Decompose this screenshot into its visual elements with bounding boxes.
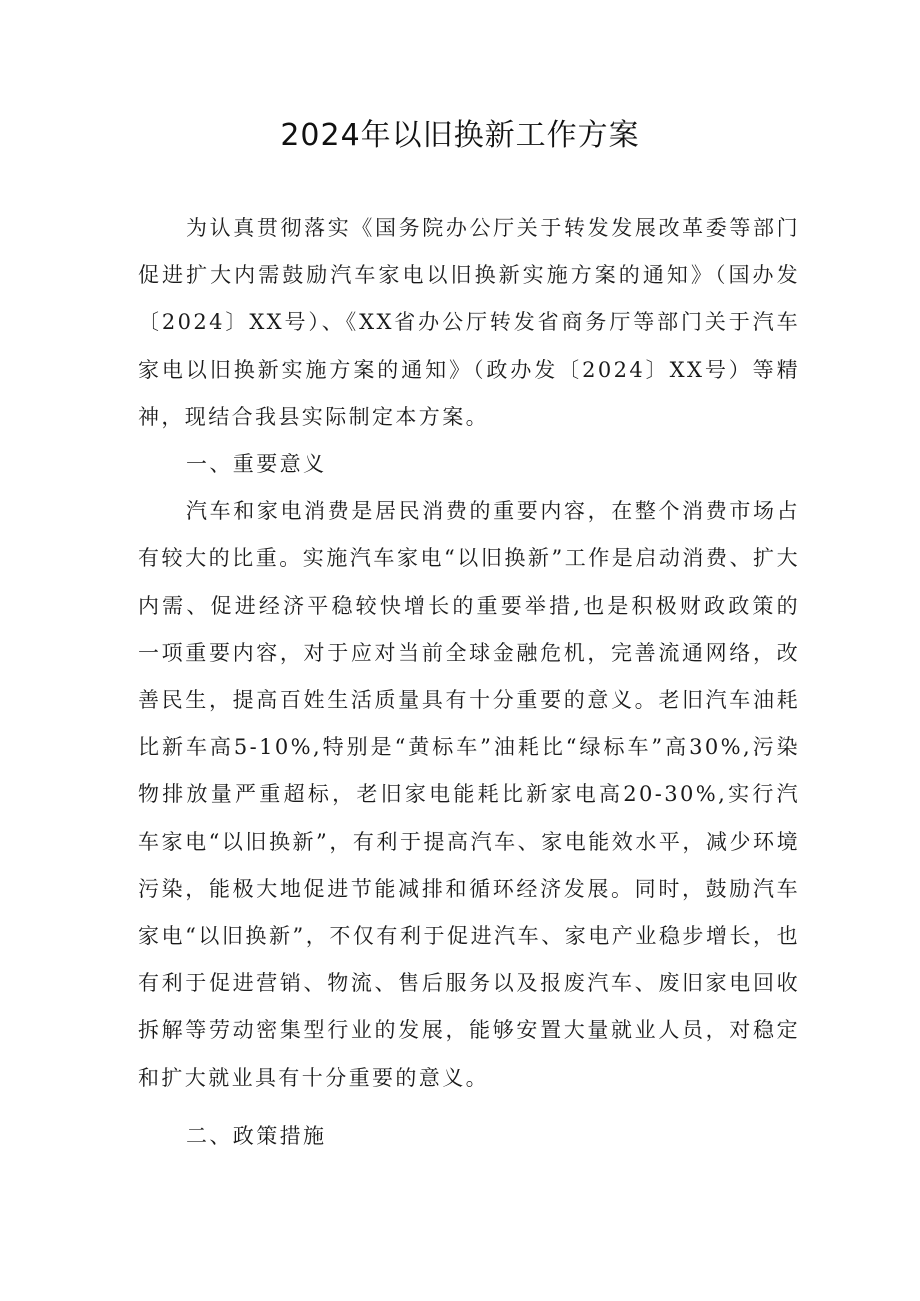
document-title: 2024年以旧换新工作方案	[280, 118, 640, 153]
intro-paragraph: 为认真贯彻落实《国务院办公厅关于转发发展改革委等部门促进扩大内需鼓励汽车家电以旧换新实施方案的通知》（国办发〔2024〕XX号）、《XX省办公厅转发省商务厅等部门关于汽车家电以旧换新实施方案的通知》（政办发〔2024〕XX号）等精神，现结合我县实际制定本方案。	[138, 216, 800, 429]
section-heading-policy: 二、政策措施	[186, 1124, 327, 1149]
section-heading-importance: 一、重要意义	[186, 452, 327, 476]
document-body	[138, 205, 800, 1160]
importance-paragraph: 汽车和家电消费是居民消费的重要内容，在整个消费市场占有较大的比重。实施汽车家电“以旧换新”工作是启动消费、扩大内需、促进经济平稳较快增长的重要举措,也是积极财政政策的一项重要内容，对于应对当前全球金融危机，完善流通网络，改善民生，提高百姓生活质量具有十分重要的意义。老旧汽车油耗比新车高5-10%,特别是“黄标车”油耗比“绿标车”高30%,污染物排放量严重超标，老旧家电能耗比新家电高20-30%,实行汽车家电“以旧换新”，有利于提高汽车、家电能效水平，减少环境污染，能极大地促进节能减排和循环经济发展。同时，鼓励汽车家电“以旧换新”，不仅有利于促进汽车、家电产业稳步增长，也有利于促进营销、物流、售后服务以及报废汽车、废旧家电回收拆解等劳动密集型行业的发展，能够安置大量就业人员，对稳定和扩大就业具有十分重要的意义。	[138, 499, 800, 1090]
